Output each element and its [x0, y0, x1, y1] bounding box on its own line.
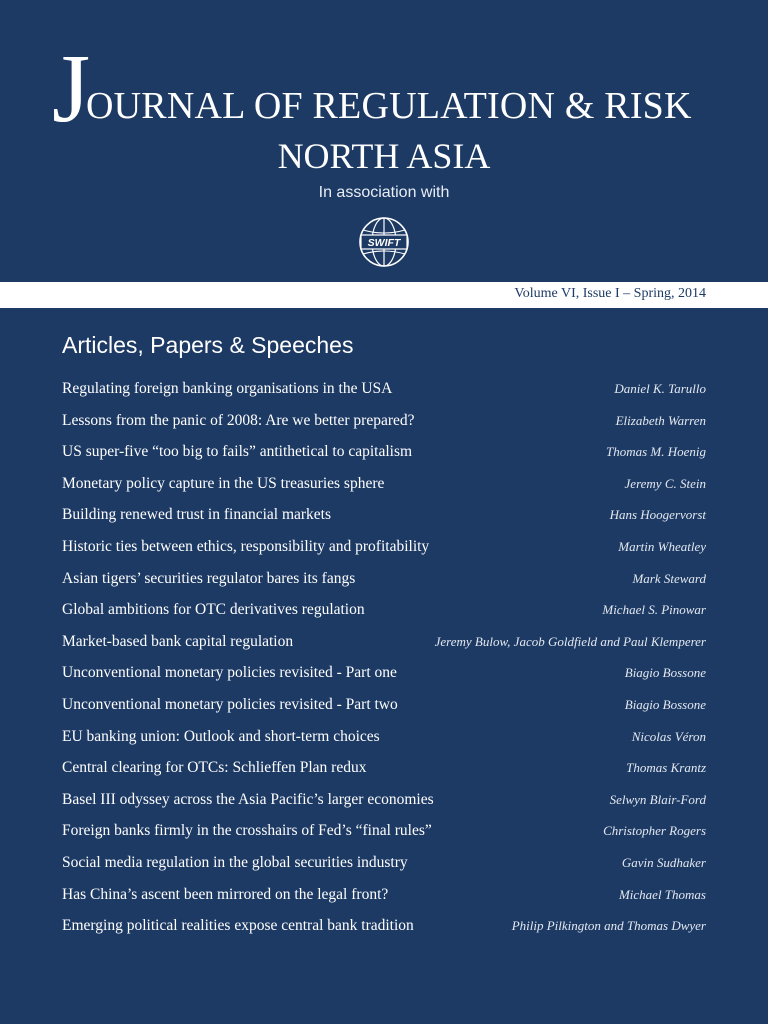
article-title: US super-five “too big to fails” antithetical to capitalism — [62, 443, 413, 461]
article-author: Michael S. Pinowar — [602, 602, 706, 618]
article-title: Central clearing for OTCs: Schlieffen Plan redux — [62, 759, 367, 777]
article-row — [62, 822, 706, 854]
article-author: Mark Steward — [632, 570, 706, 586]
article-row — [62, 380, 706, 412]
article-author: Michael Thomas — [618, 886, 706, 902]
swift-globe-logo-icon — [357, 216, 411, 268]
logo-text: SWIFT — [367, 237, 401, 249]
article-author: Philip Pilkington and Thomas Dwyer — [511, 918, 706, 934]
title-initial: J — [52, 35, 91, 143]
article-title: Building renewed trust in financial markets — [62, 506, 332, 524]
article-author: Biagio Bossone — [624, 665, 706, 681]
article-row — [62, 854, 706, 886]
article-row — [62, 759, 706, 791]
article-author: Martin Wheatley — [618, 538, 706, 554]
article-author: Jeremy C. Stein — [624, 475, 706, 491]
article-title: Unconventional monetary policies revisited - Part one — [62, 664, 397, 682]
article-title: Global ambitions for OTC derivatives regulation — [62, 601, 365, 619]
article-row — [62, 696, 706, 728]
article-row — [62, 506, 706, 538]
article-title: Lessons from the panic of 2008: Are we better prepared? — [62, 411, 415, 429]
article-row — [62, 538, 706, 570]
article-author: Nicolas Véron — [631, 728, 706, 744]
section-title: Articles, Papers & Speeches — [62, 332, 354, 358]
article-author: Thomas M. Hoenig — [605, 444, 706, 460]
article-row — [62, 728, 706, 760]
article-title: Monetary policy capture in the US treasuries sphere — [62, 474, 385, 492]
article-title: EU banking union: Outlook and short-term choices — [62, 727, 380, 745]
article-author: Biagio Bossone — [624, 696, 706, 712]
article-row — [62, 443, 706, 475]
article-author: Jeremy Bulow, Jacob Goldfield and Paul Klemperer — [434, 633, 706, 649]
article-title: Regulating foreign banking organisations in the USA — [62, 380, 393, 397]
article-title: Market-based bank capital regulation — [62, 632, 294, 650]
article-title: Foreign banks firmly in the crosshairs of Fed’s “final rules” — [62, 822, 432, 840]
article-row — [62, 412, 706, 444]
article-title: Social media regulation in the global securities industry — [62, 853, 408, 871]
article-list — [62, 380, 706, 949]
article-title: Basel III odyssey across the Asia Pacific’s larger economies — [62, 790, 434, 808]
issue-info: Volume VI, Issue I – Spring, 2014 — [514, 286, 706, 301]
article-author: Thomas Krantz — [626, 760, 706, 776]
article-title: Asian tigers’ securities regulator bares its fangs — [62, 569, 356, 587]
issue-band — [0, 282, 768, 308]
article-row — [62, 570, 706, 602]
article-row — [62, 791, 706, 823]
article-author: Christopher Rogers — [603, 823, 706, 839]
article-author: Gavin Sudhaker — [621, 854, 706, 870]
article-title: Historic ties between ethics, responsibility and profitability — [62, 537, 430, 555]
article-title: Emerging political realities expose central bank tradition — [62, 917, 414, 935]
title-rest: OURNAL OF REGULATION & RISK — [86, 85, 692, 127]
journal-title-line2: NORTH ASIA — [277, 136, 491, 176]
article-title: Unconventional monetary policies revisited - Part two — [62, 695, 398, 713]
article-author: Hans Hoogervorst — [609, 507, 706, 523]
article-author: Daniel K. Tarullo — [614, 381, 706, 396]
article-row — [62, 601, 706, 633]
article-title: Has China’s ascent been mirrored on the legal front? — [62, 885, 389, 903]
article-row — [62, 475, 706, 507]
article-row — [62, 886, 706, 918]
article-author: Selwyn Blair-Ford — [609, 791, 706, 807]
article-row — [62, 633, 706, 665]
masthead — [0, 0, 768, 282]
association-text: In association with — [318, 184, 450, 201]
journal-title-line1 — [52, 35, 692, 143]
article-row — [62, 664, 706, 696]
article-row — [62, 917, 706, 949]
article-author: Elizabeth Warren — [615, 412, 706, 428]
